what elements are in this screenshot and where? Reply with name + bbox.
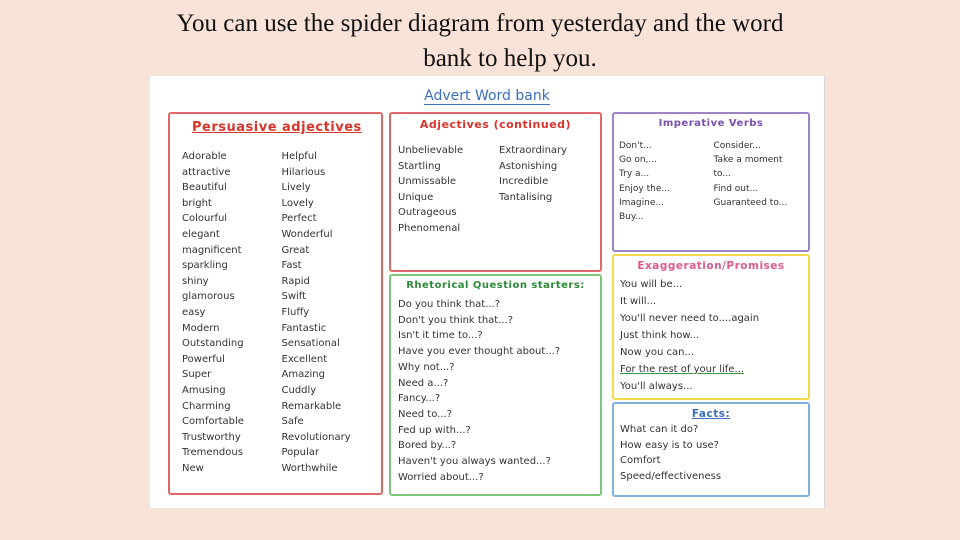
word-item: Why not...?	[398, 361, 455, 373]
imperative-verbs-title: Imperative Verbs	[658, 118, 764, 129]
word-item: Imagine...	[619, 197, 664, 208]
word-item: Great	[281, 244, 310, 256]
word-item: Worthwhile	[281, 462, 338, 474]
persuasive-col-1	[182, 149, 282, 476]
slide-title-line-1: You can use the spider diagram from yesterday and the word	[176, 10, 784, 37]
word-item: Don't...	[619, 141, 652, 151]
word-item: easy	[182, 306, 206, 318]
word-item: Try a...	[619, 169, 650, 180]
word-item: Need a...?	[398, 377, 449, 389]
word-item: Cuddly	[281, 384, 317, 396]
exaggeration-promises-list	[614, 272, 808, 395]
word-item: Now you can...	[620, 347, 695, 358]
word-item: Sensational	[281, 338, 340, 350]
word-item: Comfort	[620, 455, 661, 467]
word-item: Incredible	[499, 176, 549, 188]
word-item: Lively	[281, 182, 311, 194]
word-item: Remarkable	[281, 400, 342, 412]
imperative-col-1	[619, 139, 714, 224]
persuasive-col-2	[282, 149, 382, 476]
word-item: You'll never need to....again	[620, 313, 760, 324]
word-item: Amusing	[182, 384, 226, 396]
word-item: Phenomenal	[398, 222, 461, 234]
exaggeration-promises-box	[612, 254, 810, 400]
word-item: Fancy...?	[398, 393, 441, 405]
word-item: Just think how...	[620, 330, 700, 341]
facts-title: Facts:	[691, 408, 731, 420]
word-item: Fantastic	[281, 322, 327, 334]
word-item: How easy is to use?	[620, 439, 719, 451]
imperative-col-2	[714, 139, 809, 224]
word-item: sparkling	[182, 260, 228, 272]
word-item: Guaranteed to...	[713, 197, 788, 208]
word-item: Have you ever thought about...?	[398, 346, 561, 358]
rhetorical-questions-title: Rhetorical Question starters:	[406, 280, 585, 291]
word-item: New	[182, 462, 204, 474]
word-item: Enjoy the...	[619, 183, 670, 194]
word-item: Unbelievable	[398, 145, 464, 156]
word-item: Need to...?	[398, 408, 453, 420]
word-item: Rapid	[281, 275, 310, 287]
word-item: Unmissable	[398, 176, 457, 188]
word-item: Buy...	[619, 212, 644, 223]
word-item: Find out...	[713, 183, 759, 194]
word-item: Isn't it time to...?	[398, 330, 483, 342]
word-item: Haven't you always wanted...?	[398, 456, 551, 468]
word-item: attractive	[182, 166, 231, 178]
adjectives-continued-box	[389, 112, 602, 272]
word-item: Worried about...?	[398, 471, 484, 483]
persuasive-adjectives-box	[168, 112, 383, 495]
word-item: Consider...	[713, 141, 761, 151]
word-item: Unique	[398, 191, 434, 203]
word-item: What can it do?	[620, 424, 699, 435]
word-item: Outrageous	[398, 207, 457, 219]
word-item: Powerful	[182, 353, 225, 365]
word-item: Colourful	[182, 213, 228, 225]
word-item: You'll always...	[620, 381, 693, 392]
word-item: It will...	[620, 296, 657, 307]
word-item: Fast	[281, 260, 302, 272]
word-item: Revolutionary	[281, 431, 351, 443]
word-bank-sheet	[150, 76, 825, 508]
adjectives-continued-col-2	[499, 143, 600, 237]
word-item: Adorable	[182, 151, 227, 162]
word-item: Fed up with...?	[398, 424, 471, 436]
word-item: Outstanding	[182, 338, 244, 350]
persuasive-adjectives-title: Persuasive adjectives	[192, 120, 362, 135]
word-item: Bored by...?	[398, 440, 457, 452]
word-item: Helpful	[281, 151, 317, 162]
word-item: to...	[713, 169, 731, 180]
word-item: Excellent	[281, 353, 328, 365]
word-item: Super	[182, 369, 212, 381]
adjectives-continued-col-1	[398, 143, 499, 237]
word-item: Popular	[281, 447, 319, 459]
word-item: Don't you think that...?	[398, 314, 514, 326]
word-item: magnificent	[182, 244, 242, 256]
word-item: Trustworthy	[182, 431, 241, 443]
word-item: Take a moment	[713, 155, 783, 166]
rhetorical-questions-list	[391, 291, 600, 485]
word-item: bright	[182, 197, 212, 209]
word-item: elegant	[182, 228, 220, 240]
word-item: Do you think that...?	[398, 299, 501, 310]
word-item: Swift	[281, 291, 307, 303]
word-item: Tantalising	[499, 191, 553, 203]
word-item: For the rest of your life...	[620, 364, 744, 375]
slide-title-line-2: bank to help you.	[423, 45, 597, 72]
word-item: Safe	[281, 416, 304, 428]
imperative-verbs-box	[612, 112, 810, 252]
word-item: Fluffy	[281, 306, 310, 318]
adjectives-continued-title: Adjectives (continued)	[419, 118, 572, 131]
rhetorical-questions-box	[389, 274, 602, 496]
slide-title	[110, 6, 850, 76]
word-item: Hilarious	[281, 166, 326, 178]
facts-list	[614, 420, 808, 484]
word-item: Charming	[182, 400, 231, 412]
word-item: Modern	[182, 322, 220, 334]
word-item: Amazing	[281, 369, 325, 381]
word-item: Perfect	[281, 213, 317, 225]
word-item: Lovely	[281, 197, 314, 209]
word-item: Astonishing	[499, 160, 558, 172]
word-item: Extraordinary	[499, 145, 568, 156]
word-item: shiny	[182, 275, 209, 287]
word-item: Startling	[398, 160, 441, 172]
word-bank-title: Advert Word bank	[424, 88, 550, 104]
word-item: You will be...	[620, 279, 683, 290]
word-item: Speed/effectiveness	[620, 470, 722, 482]
word-item: Go on,...	[619, 155, 657, 166]
exaggeration-promises-title: Exaggeration/Promises	[637, 260, 785, 272]
word-item: Beautiful	[182, 182, 227, 194]
word-item: Tremendous	[182, 447, 243, 459]
word-item: Wonderful	[281, 228, 333, 240]
facts-box	[612, 402, 810, 497]
word-item: Comfortable	[182, 416, 244, 428]
word-item: glamorous	[182, 291, 235, 303]
